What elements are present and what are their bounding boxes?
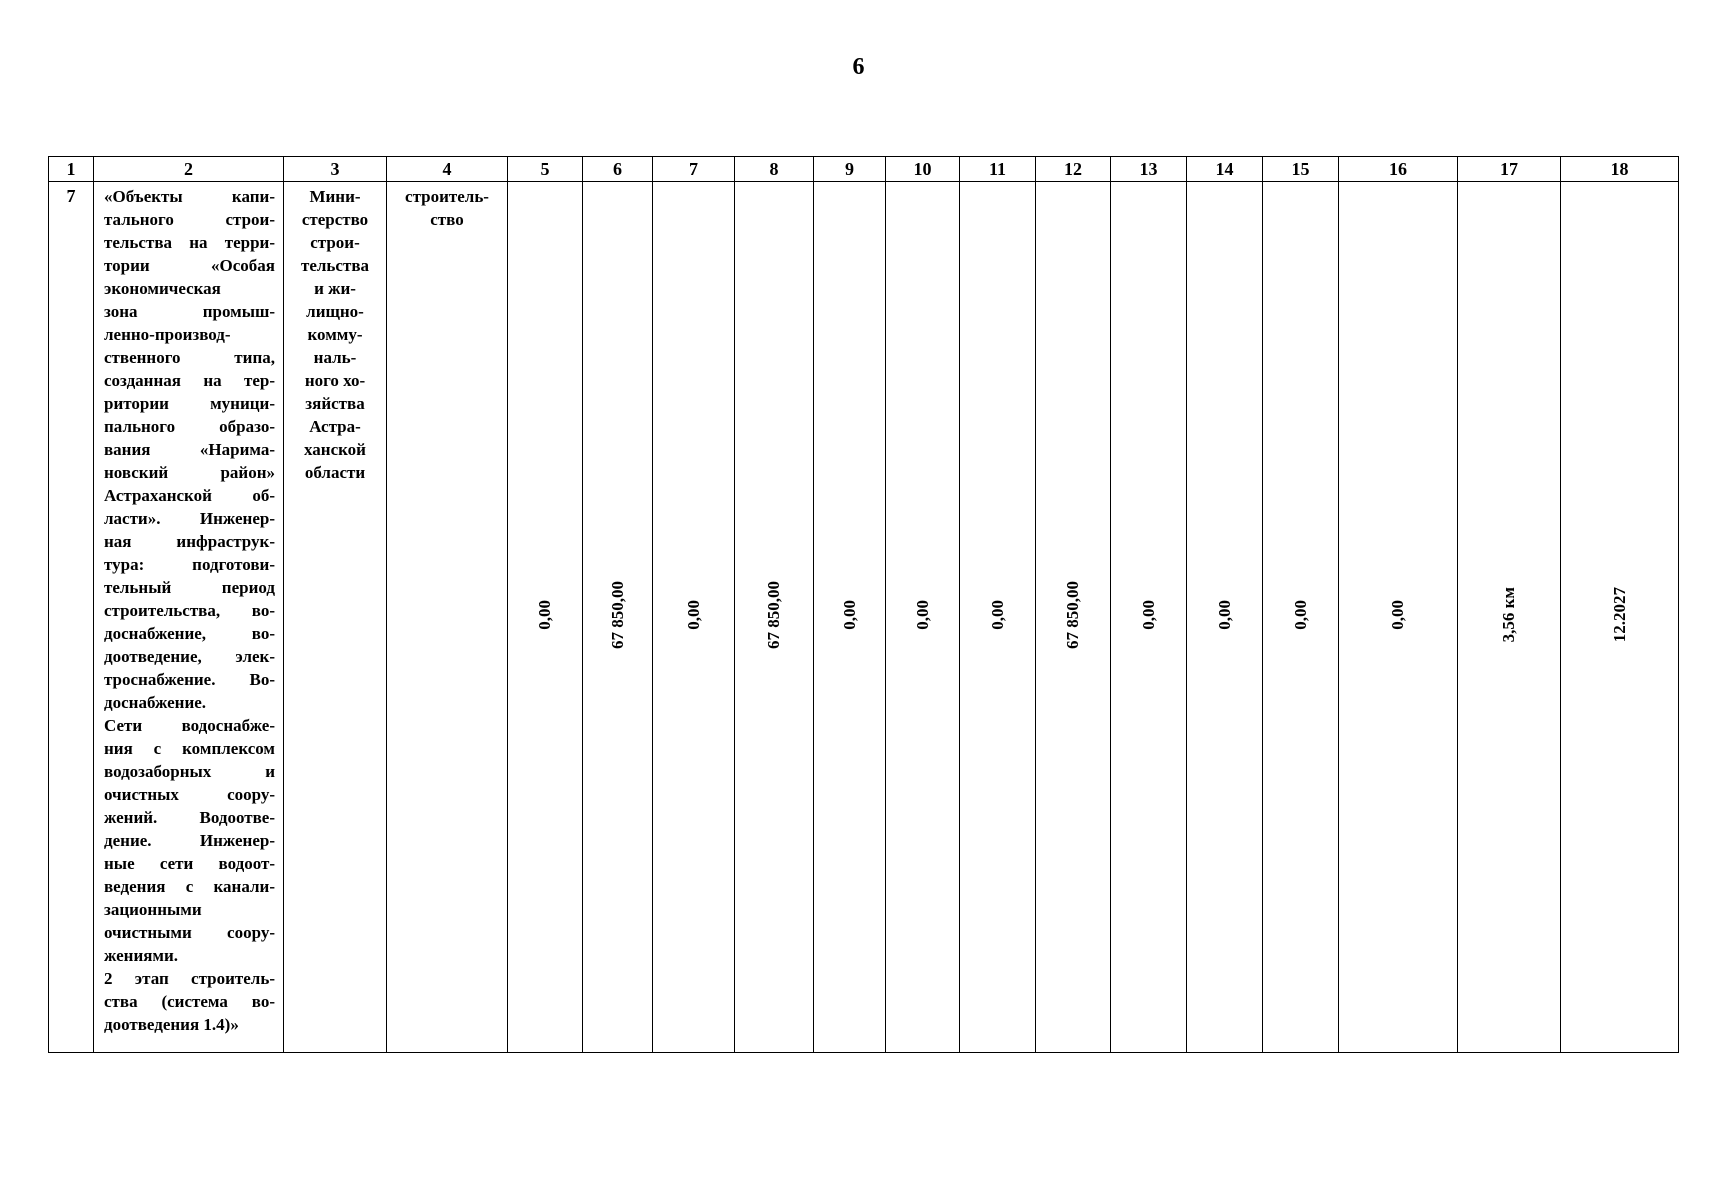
col13-value: 0,00 [1138,599,1158,630]
header-cell: 15 [1263,157,1339,182]
object-name-line: Астраханской об- [104,486,275,505]
object-name-line: ритории муници- [104,394,275,413]
ministry-line: комму- [307,325,363,344]
object-name-line: ленно-производ- [104,325,231,344]
object-name-line: доотведение, элек- [104,647,275,666]
work-type-line: ство [430,210,464,229]
object-name-line: зационными [104,900,202,919]
object-name-line: строительства, во- [104,601,275,620]
ministry-line: строи- [310,233,360,252]
header-cell: 4 [387,157,508,182]
header-cell: 17 [1458,157,1561,182]
ministry-line: Астра- [309,417,361,436]
ministry-line: стерство [301,210,369,229]
header-cell: 7 [653,157,735,182]
object-name-line: жениями. [104,946,179,965]
object-name-line: новский район» [104,463,275,482]
col11-value: 0,00 [987,599,1007,630]
col14-value: 0,00 [1214,599,1234,630]
col18-value: 12.2027 [1609,586,1629,643]
object-name-line: ства (система во- [104,992,275,1011]
object-name-line: ведения с канали- [104,877,275,896]
page-number: 6 [852,54,865,80]
object-name-cell [94,182,284,1053]
object-name-line: тура: подготови- [104,555,275,574]
ministry-line: лищно- [306,302,364,321]
header-cell: 5 [508,157,583,182]
col6-cell [583,182,653,1053]
object-name-line: очистными соору- [104,923,275,942]
header-cell: 14 [1187,157,1263,182]
header-cell: 8 [735,157,814,182]
header-cell: 16 [1339,157,1458,182]
col11-cell [960,182,1036,1053]
col9-cell [814,182,886,1053]
col10-value: 0,00 [912,599,932,630]
object-name-line: ния с комплексом [104,739,275,758]
object-name-line: пального образо- [104,417,275,436]
col5-cell [508,182,583,1053]
ministry-line: тельства [301,256,369,275]
ministry-line: ханской [304,440,366,459]
col17-value: 3,56 км [1499,586,1518,643]
col12-cell [1036,182,1111,1053]
ministry-line: ного хо- [304,371,366,390]
header-cell: 11 [960,157,1036,182]
ministry-line: Мини- [309,187,361,206]
col12-value: 67 850,00 [1063,580,1082,649]
object-name-line: троснабжение. Во- [104,670,275,689]
object-name-line: экономическая [104,279,221,298]
object-name-line: дение. Инженер- [104,831,275,850]
object-name-line: вания «Нарима- [104,440,275,459]
object-name-line: тории «Особая [104,256,275,275]
work-type-cell [387,182,508,1053]
header-cell: 9 [814,157,886,182]
col15-value: 0,00 [1290,599,1310,630]
work-type-line: строитель- [405,187,489,206]
object-name-line: доснабжение. [104,693,207,712]
object-name-line: ная инфраструк- [104,532,275,551]
object-name-line: тального строи- [104,210,275,229]
header-row [49,157,1679,182]
col16-value: 0,00 [1388,599,1407,630]
object-name-line: доснабжение, во- [104,624,275,643]
object-name-line: ные сети водоот- [104,854,275,873]
ministry-line: зяйства [305,394,365,413]
object-name-line: тельный период [104,578,275,597]
data-table [48,156,1679,1053]
ministry-line: области [304,463,366,482]
col6-value: 67 850,00 [607,580,627,649]
ministry-line: и жи- [314,279,356,298]
col13-cell [1111,182,1187,1053]
header-cell: 2 [94,157,284,182]
object-name-line: жений. Водоотве- [104,808,275,827]
object-name-line: созданная на тер- [104,371,275,390]
object-name-line: ственного типа, [104,348,275,367]
object-name-line: водозаборных и [104,762,275,781]
col8-cell [735,182,814,1053]
header-cell: 18 [1561,157,1679,182]
object-name-line: очистных соору- [104,785,275,804]
ministry-line: наль- [313,348,357,367]
object-name-line: ласти». Инженер- [104,509,275,528]
row-number: 7 [49,182,94,1053]
object-name-line: Сети водоснабже- [104,716,275,735]
object-name-line: доотведения 1.4)» [104,1015,239,1034]
col10-cell [886,182,960,1053]
col7-cell [653,182,735,1053]
col14-cell [1187,182,1263,1053]
object-name-line: зона промыш- [104,302,275,321]
col18-cell [1561,182,1679,1053]
header-cell: 3 [284,157,387,182]
header-cell: 13 [1111,157,1187,182]
ministry-cell [284,182,387,1053]
header-cell: 6 [583,157,653,182]
col5-value: 0,00 [535,599,554,630]
header-cell: 12 [1036,157,1111,182]
header-cell: 10 [886,157,960,182]
col16-cell [1339,182,1458,1053]
col9-value: 0,00 [839,599,859,630]
header-cell: 1 [49,157,94,182]
col15-cell [1263,182,1339,1053]
object-name-line: тельства на терри- [104,233,275,252]
col17-cell [1458,182,1561,1053]
object-name-line: «Объекты капи- [104,187,275,206]
table-row [49,182,1679,1053]
object-name-line: 2 этап строитель- [104,969,275,988]
col7-value: 0,00 [683,599,703,630]
col8-value: 67 850,00 [764,580,783,649]
